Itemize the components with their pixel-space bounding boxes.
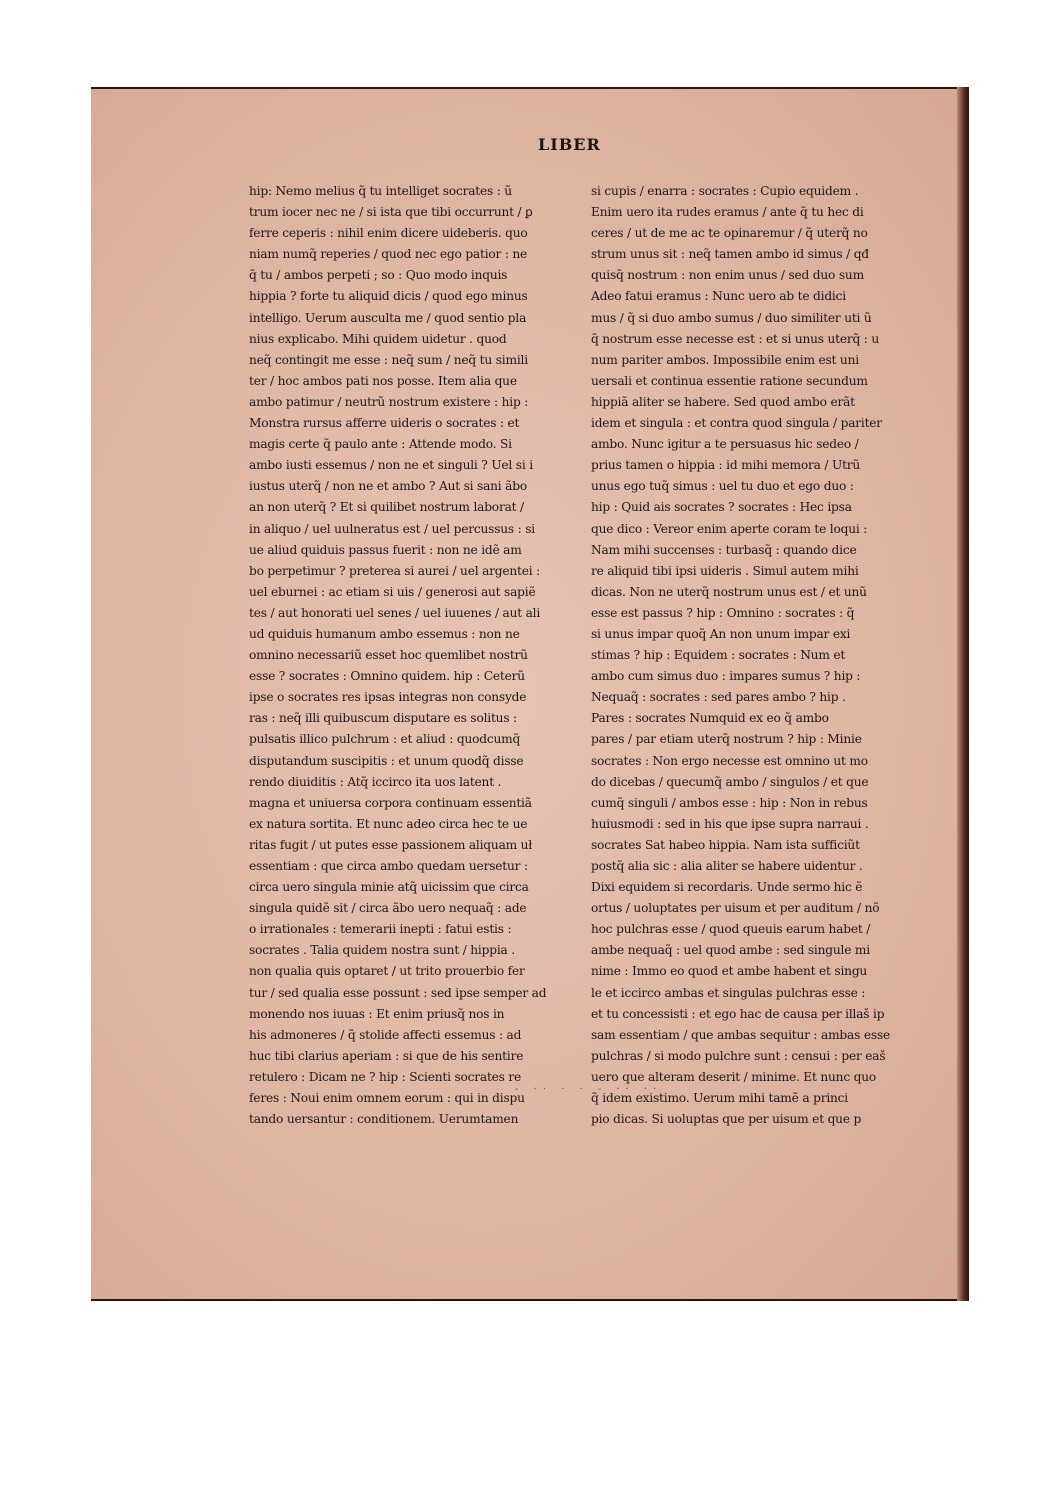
text-line: Adeo fatui eramus : Nunc uero ab te didici: [591, 289, 846, 304]
right-text-column: [591, 181, 911, 1130]
text-line: ter / hoc ambos pati nos posse. Item alia que: [249, 373, 517, 388]
text-line: pio dicas. Si uoluptas que per uisum et que p: [591, 1112, 862, 1127]
text-line: uero que alteram deserit / minime. Et nunc quo: [591, 1069, 877, 1084]
text-line: stimas ? hip : Equidem : socrates : Num et: [591, 648, 846, 663]
text-line: ritas fugit / ut putes esse passionem aliquam uł: [249, 837, 533, 852]
text-line: o irrationales : temerarii inepti : fatui estis :: [249, 922, 512, 937]
text-line: si cupis / enarra : socrates : Cupio equidem .: [591, 184, 859, 198]
book-leaf: [91, 89, 957, 1299]
text-line: iustus uterq̃ / non ne et ambo ? Aut si sani ãbo: [249, 479, 527, 494]
text-line: q̃ idem existimo. Uerum mihi tamẽ a princi: [591, 1091, 848, 1106]
text-line: ambo patimur / neutrũ nostrum existere : hip :: [249, 394, 529, 409]
text-line: ambe nequaq̃ : uel quod ambe : sed singule mi: [591, 943, 870, 958]
text-line: monendo nos iuuas : Et enim priusq̃ nos in: [249, 1006, 505, 1021]
text-line: ambo iusti essemus / non ne et singuli ? Uel si i: [249, 458, 533, 473]
text-line: num pariter ambos. Impossibile enim est uni: [591, 352, 859, 367]
text-line: strum unus sit : neq̃ tamen ambo id simus / qđ: [591, 247, 869, 262]
text-line: hip: Nemo melius q̃ tu intelliget socrates : ũ: [249, 184, 512, 198]
text-line: singula quidẽ sit / circa ãbo uero nequaq̃ : ade: [249, 901, 527, 916]
text-line: uel eburnei : ac etiam si uis / generosi aut sapiẽ: [249, 584, 536, 599]
text-line: ferre ceperis : nihil enim dicere uideberis. quo: [249, 226, 528, 241]
text-line: trum iocer nec ne / si ista que tibi occurrunt / ꝑ: [249, 205, 533, 220]
text-line: his admoneres / q̃ stolide affecti essemus : ad: [249, 1027, 522, 1042]
text-line: unus ego tuq̃ simus : uel tu duo et ego duo :: [591, 479, 854, 494]
text-line: niam numq̃ reperies / quod nec ego patior : ne: [249, 247, 528, 262]
text-line: feres : Noui enim omnem eorum : qui in dispu: [249, 1091, 525, 1106]
text-line: uersali et continua essentie ratione secundum: [591, 373, 868, 388]
text-line: cumq̃ singuli / ambos esse : hip : Non in rebus: [591, 795, 868, 810]
text-line: ras : neq̃ illi quibuscum disputare es solitus :: [249, 711, 517, 726]
text-line: Dixi equidem si recordaris. Unde sermo hic ẽ: [591, 880, 863, 895]
text-line: Monstra rursus afferre uideris o socrates : et: [249, 416, 520, 431]
text-line: sam essentiam / que ambas sequitur : ambas esse: [591, 1027, 890, 1042]
text-line: q̃ tu / ambos perpeti ; so : Quo modo inquis: [249, 268, 508, 283]
text-line: dicas. Non ne uterq̃ nostrum unus est / et unũ: [591, 584, 867, 599]
text-line: hippia ? forte tu aliquid dicis / quod ego minus: [249, 289, 528, 304]
text-line: esse est passus ? hip : Omnino : socrates : q̃: [591, 605, 855, 620]
text-line: disputandum suscipitis : et unum quodq̃ disse: [249, 753, 524, 768]
text-line: retulero : Dicam ne ? hip : Scienti socrates re: [249, 1069, 522, 1084]
running-head: LIBER: [538, 135, 601, 154]
text-line: magna et uniuersa corpora continuam essentiã: [249, 795, 532, 810]
text-line: an non uterq̃ ? Et si quilibet nostrum laborat /: [249, 500, 524, 515]
text-line: ipse o socrates res ipsas integras non consyde: [249, 690, 527, 705]
text-line: huc tibi clarius aperiam : si que de his sentire: [249, 1048, 524, 1063]
text-line: socrates . Talia quidem nostra sunt / hippia .: [249, 943, 515, 958]
bottom-bleed-marks: - ·· · · - ·· ··: [515, 1084, 663, 1095]
text-line: omnino necessariũ esset hoc quemlibet nostrũ: [249, 648, 528, 663]
text-line: non qualia quis optaret / ut trito prouerbio fer: [249, 964, 525, 979]
text-line: prius tamen o hippia : id mihi memora / Utrũ: [591, 458, 861, 473]
text-line: nime : Immo eo quod et ambe habent et singu: [591, 964, 868, 979]
left-text-column: [249, 181, 567, 1130]
text-line: re aliquid tibi ipsi uideris . Simul autem mihi: [591, 563, 859, 578]
text-line: Nequaq̃ : socrates : sed pares ambo ? hip .: [591, 690, 846, 705]
text-line: Pares : socrates Numquid ex eo q̃ ambo: [591, 711, 829, 726]
text-line: hippiã aliter se habere. Sed quod ambo erãt: [591, 394, 855, 409]
text-line: ambo. Nunc igitur a te persuasus hic sedeo /: [591, 437, 859, 452]
text-line: ambo cum simus duo : impares sumus ? hip :: [591, 669, 861, 684]
text-line: circa uero singula minie atq̃ uicissim que circa: [249, 880, 529, 895]
text-line: le et iccirco ambas et singulas pulchras esse :: [591, 985, 866, 1000]
text-line: esse ? socrates : Omnino quidem. hip : Ceterũ: [249, 669, 525, 684]
text-line: si unus impar quoq̃ An non unum impar exi: [591, 626, 851, 641]
text-line: q̃ nostrum esse necesse est : et si unus uterq̃ : u: [591, 331, 880, 346]
text-line: Nam mihi succenses : turbasq̃ : quando dice: [591, 542, 857, 557]
text-line: postq̃ alia sic : alia aliter se habere uidentur .: [591, 859, 863, 873]
text-line: tur / sed qualia esse possunt : sed ipse semper ad: [249, 985, 547, 1000]
text-line: rendo diuiditis : Atq̃ iccirco ita uos latent .: [249, 774, 502, 789]
text-line: magis certe q̃ paulo ante : Attende modo. Si: [249, 437, 512, 452]
text-line: do dicebas / quecumq̃ ambo / singulos / et que: [591, 774, 869, 789]
text-line: que dico : Vereor enim aperte coram te loqui :: [591, 521, 868, 536]
text-line: nius explicabo. Mihi quidem uidetur . quod: [249, 331, 507, 346]
text-line: quisq̃ nostrum : non enim unus / sed duo sum: [591, 268, 864, 283]
text-line: intelligo. Uerum ausculta me / quod sentio pla: [249, 310, 527, 325]
text-line: neq̃ contingit me esse : neq̃ sum / neq̃ tu simili: [249, 352, 528, 367]
text-line: Enim uero ita rudes eramus / ante q̃ tu hec di: [591, 205, 864, 220]
text-line: ue aliud quiduis passus fuerit : non ne idẽ am: [249, 542, 522, 557]
text-line: tando uersantur : conditionem. Uerumtamen: [249, 1112, 519, 1127]
text-line: bo perpetimur ? preterea si aurei / uel argentei :: [249, 563, 541, 578]
text-line: essentiam : que circa ambo quedam uersetur :: [249, 859, 528, 873]
text-line: ud quiduis humanum ambo essemus : non ne: [249, 626, 520, 641]
text-line: pulchras / si modo pulchre sunt : censui : per eaš: [591, 1048, 886, 1063]
text-line: et tu concessisti : et ego hac de causa per illaš ip: [591, 1006, 885, 1021]
text-line: socrates : Non ergo necesse est omnino ut mo: [591, 753, 868, 768]
text-line: tes / aut honorati uel senes / uel iuuenes / aut ali: [249, 605, 541, 620]
text-line: hoc pulchras esse / quod queuis earum habet /: [591, 922, 871, 937]
text-line: ortus / uoluptates per uisum et per auditum / nõ: [591, 901, 880, 916]
text-line: in aliquo / uel uulneratus est / uel percussus : si: [249, 521, 535, 536]
text-line: huiusmodi : sed in his que ipse supra narraui .: [591, 816, 869, 831]
text-line: hip : Quid ais socrates ? socrates : Hec ipsa: [591, 500, 852, 515]
leaf-edge: [957, 87, 969, 1301]
text-line: mus / q̃ si duo ambo sumus / duo similiter uti ũ: [591, 310, 872, 325]
text-line: pares / par etiam uterq̃ nostrum ? hip : Minie: [591, 732, 862, 747]
text-line: ex natura sortita. Et nunc adeo circa hec te ue: [249, 816, 528, 831]
text-line: pulsatis illico pulchrum : et aliud : quodcumq̃: [249, 732, 521, 747]
text-line: idem et singula : et contra quod singula / pariter: [591, 416, 882, 431]
text-line: ceres / ut de me ac te opinaremur / q̃ uterq̃ no: [591, 226, 868, 241]
text-line: socrates Sat habeo hippia. Nam ista sufficiũt: [591, 837, 860, 852]
page-photograph: [91, 87, 969, 1301]
